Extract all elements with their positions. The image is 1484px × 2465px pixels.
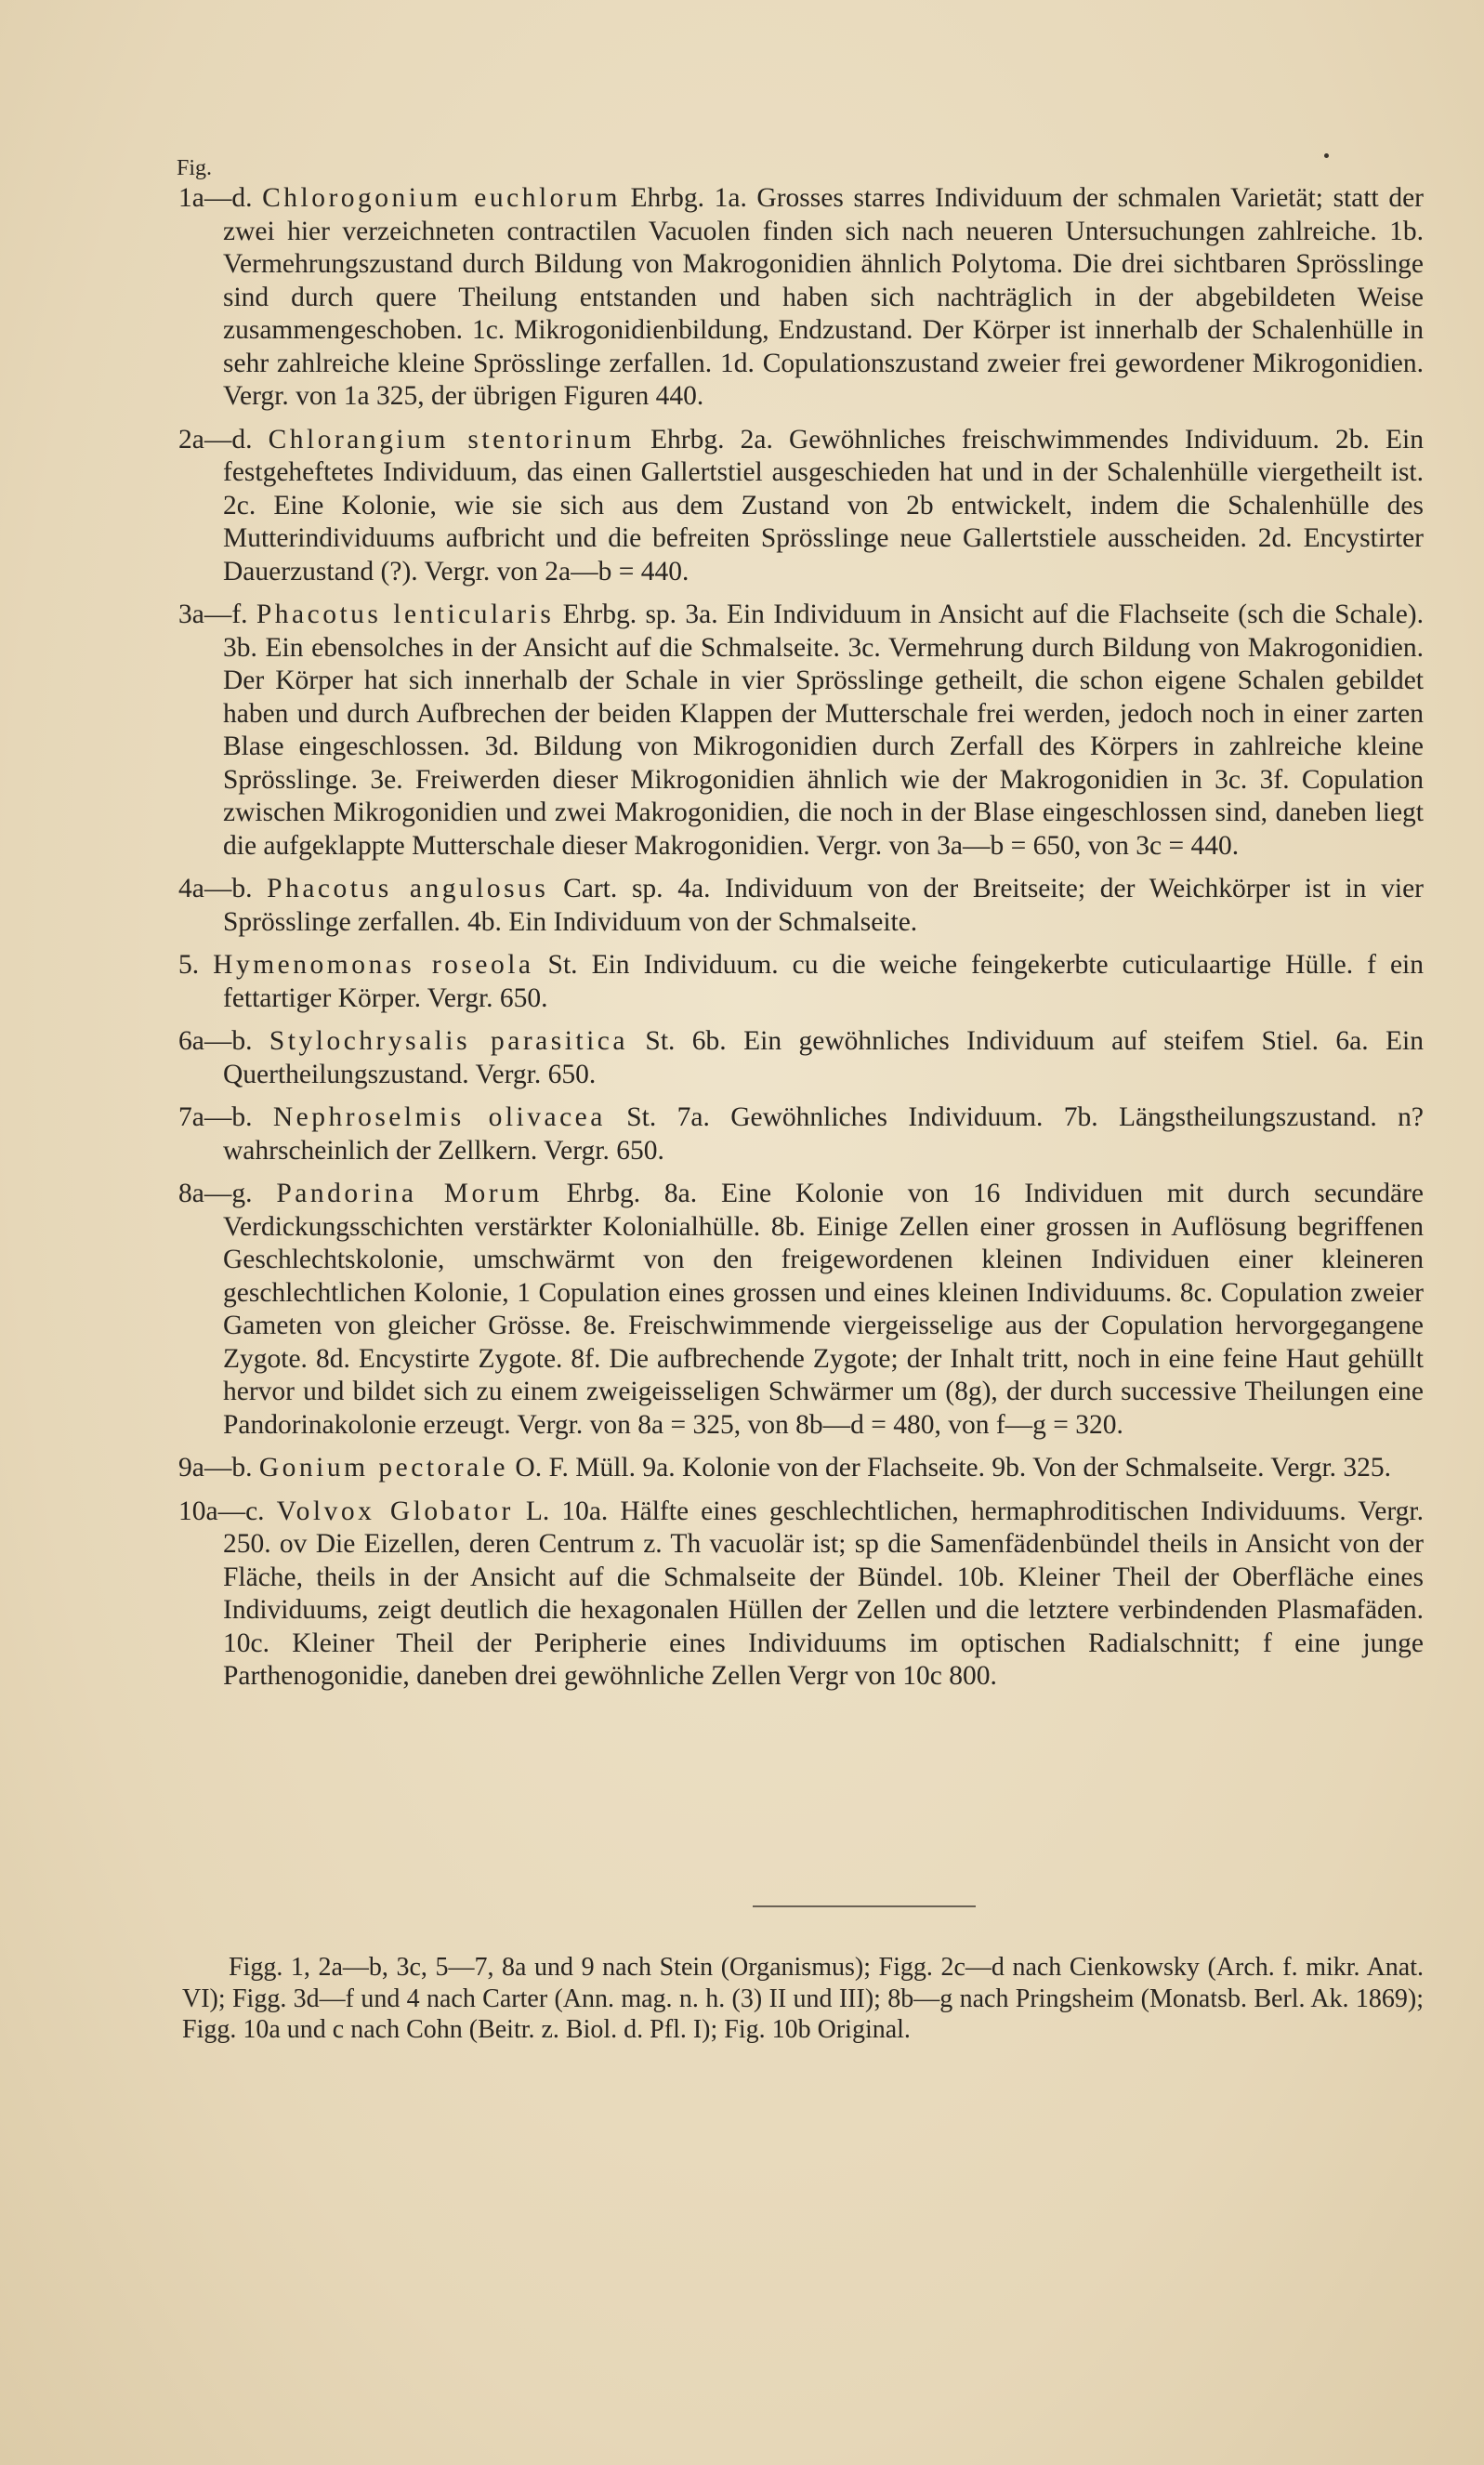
entry-label: 4a—b. [178,874,253,903]
legend-entry-6 [178,1025,1424,1091]
fig-heading: Fig. [177,156,213,180]
species-name: Hymenomonas roseola [213,950,534,980]
legend-entry-2 [178,424,1424,589]
entry-label: 5. [178,950,200,980]
legend-entry-5 [178,949,1424,1015]
stray-dot [1324,153,1329,158]
entry-label: 7a—b. [178,1102,253,1132]
species-name: Gonium pectorale [258,1453,509,1483]
entry-text: St. 7a. Gewöhnliches Individuum. 7b. Längstheilungszustand. n? wahrscheinlich der Zellkern. Vergr. 650. [223,1102,1424,1166]
legend-entry-1 [178,182,1424,414]
species-name: Stylochrysalis parasitica [269,1026,628,1056]
entry-text: Cart. sp. 4a. Individuum von der Breitseite; der Weichkörper ist in vier Sprösslinge zerfallen. 4b. Ein Individuum von der Schmalseite. [223,874,1424,937]
species-name: Chlorogonium euchlorum [262,183,621,213]
entry-label: 2a—d. [178,424,253,455]
divider-rule [753,1905,976,1907]
entry-text: Ehrbg. 2a. Gewöhnliches freischwimmendes Individuum. 2b. Ein festgeheftetes Individuum, das einen Gallertstiel ausgeschieden hat und in der Schalenhülle viergetheilt ist. 2c. Eine Kolonie, wie sie sich aus dem Zustand von 2b entwickelt, indem die Schalenhülle des Mutterindividuums aufbricht und die befreiten Sprösslinge neue Gallertstiele ausscheiden. 2d. Encystirter Dauerzustand (?). Vergr. von 2a—b = 440. [223,424,1424,587]
entry-text: Ehrbg. 1a. Grosses starres Individuum der schmalen Varietät; statt der zwei hier verzeichneten contractilen Vacuolen finden sich nach neueren Untersuchungen zahlreiche. 1b. Vermehrungszustand durch Bildung von Makrogonidien ähnlich Polytoma. Die drei sichtbaren Sprösslinge sind durch quere Theilung entstanden und haben sich nachträglich in der abgebildeten Weise zusammengeschoben. 1c. Mikrogonidienbildung, Endzustand. Der Körper ist innerhalb der Schalenhülle in sehr zahlreiche kleine Sprösslinge zerfallen. 1d. Copulationszustand zweier frei gewordener Mikrogonidien. Vergr. von 1a 325, der übrigen Figuren 440. [223,183,1425,411]
species-name: Phacotus angulosus [267,874,549,903]
entry-label: 8a—g. [178,1179,253,1208]
species-name: Nephroselmis olivacea [272,1102,606,1132]
entry-label: 10a—c. [178,1496,265,1526]
entry-label: 9a—b. [178,1453,253,1483]
legend-entry-8 [178,1178,1424,1442]
species-name: Chlorangium stentorinum [268,424,635,455]
entry-label: 6a—b. [178,1026,253,1056]
entry-text: O. F. Müll. 9a. Kolonie von der Flachseite. 9b. Von der Schmalseite. Vergr. 325. [508,1453,1392,1483]
species-name: Volvox Globator [276,1496,514,1526]
legend-entry-9 [178,1452,1424,1485]
entry-label: 1a—d. [178,183,253,213]
entry-text: Ehrbg. sp. 3a. Ein Individuum in Ansicht auf die Flachseite (sch die Schale). 3b. Ein ebensolches in der Ansicht auf die Schmalseite. 3c. Vermehrung durch Bildung von Makrogonidien. Der Körper hat sich innerhalb der Schale in vier Sprösslinge getheilt, die schon eigene Schalen gebildet haben und durch Aufbrechen der beiden Klappen der Mutterschale frei werden, jedoch noch in einer zarten Blase eingeschlossen. 3d. Bildung von Mikrogonidien durch Zerfall des Körpers in zahlreiche kleine Sprösslinge. 3e. Freiwerden dieser Mikrogonidien ähnlich wie der Makrogonidien in 3c. 3f. Copulation zwischen Mikrogonidien und zwei Makrogonidien, die noch in der Blase eingeschlossen sind, daneben liegt die aufgeklappte Mutterschale dieser Makrogonidien. Vergr. von 3a—b = 650, von 3c = 440. [223,600,1424,861]
legend-entry-10 [178,1496,1424,1694]
entry-text: St. 6b. Ein gewöhnliches Individuum auf steifem Stiel. 6a. Ein Quertheilungszustand. Vergr. 650. [223,1026,1424,1089]
entry-text: St. Ein Individuum. cu die weiche feingekerbte cuticulaartige Hülle. f ein fettartiger Körper. Vergr. 650. [223,950,1425,1013]
entry-text: Ehrbg. 8a. Eine Kolonie von 16 Individuen mit durch secundäre Verdickungsschichten verstärkter Kolonialhülle. 8b. Einige Zellen einer grossen in Auflösung begriffenen Geschlechtskolonie, umschwärmt von den freigewordenen kleinen Individuen einer kleineren geschlechtlichen Kolonie, 1 Copulation eines grossen und eines kleinen Individuums. 8c. Copulation zweier Gameten von gleicher Grösse. 8e. Freischwimmende viergeisselige aus der Copulation hervorgegangene Zygote. 8d. Encystirte Zygote. 8f. Die aufbrechende Zygote; der Inhalt tritt, noch in eine feine Haut gehüllt hervor und bildet sich zu einem zweigeisseligen Schwärmer um (8g), der durch successive Theilungen eine Pandorinakolonie erzeugt. Vergr. von 8a = 325, von 8b—d = 480, von f—g = 320. [223,1179,1424,1440]
legend-entry-3 [178,599,1424,863]
legend-entry-4 [178,873,1424,939]
entry-label: 3a—f. [178,600,248,629]
entry-text: L. 10a. Hälfte eines geschlechtlichen, hermaphroditischen Individuums. Vergr. 250. ov Die Eizellen, deren Centrum z. Th vacuolär ist; sp die Samenfädenbündel theils in Ansicht von der Fläche, theils in der Ansicht auf die Schmalseite der Bündel. 10b. Kleiner Theil der Oberfläche eines Individuums, zeigt deutlich die hexagonalen Hüllen der Zellen und die letztere verbindenden Plasmafäden. 10c. Kleiner Theil der Peripherie eines Individuums im optischen Radialschnitt; f eine junge Parthenogonidie, daneben drei gewöhnliche Zellen Vergr von 10c 800. [223,1496,1424,1691]
figure-sources: Figg. 1, 2a—b, 3c, 5—7, 8a und 9 nach Stein (Organismus); Figg. 2c—d nach Cienkowsky (Arch. f. mikr. Anat. VI); Figg. 3d—f und 4 nach Carter (Ann. mag. n. h. (3) II und III); 8b—g nach Pringsheim (Monatsb. Berl. Ak. 1869); Figg. 10a und c nach Cohn (Beitr. z. Biol. d. Pfl. I); Fig. 10b Original. [182,1953,1424,2044]
figure-legend [178,182,1424,1704]
species-name: Pandorina Morum [276,1179,543,1208]
species-name: Phacotus lenticularis [256,600,555,629]
legend-entry-7 [178,1101,1424,1167]
